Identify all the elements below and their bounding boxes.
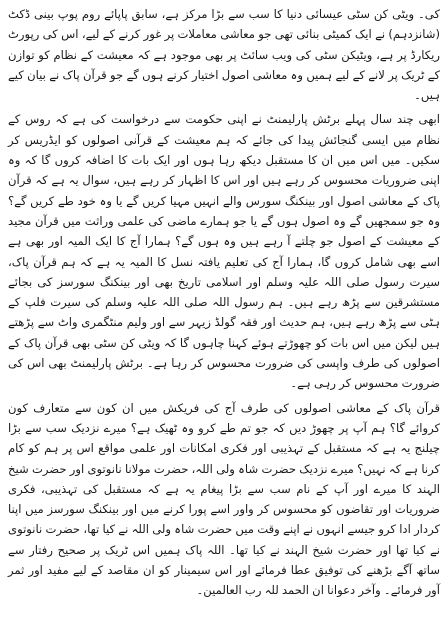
- paragraph-3: قرآن پاک کے معاشی اصولوں کی طرف آج کی فریکش میں ان کون سے متعارف کون کروائے گا؟ ہم آپ پر چھوڑ دیں کہ جو تم طے کرو وہ ٹھیک ہے؟ میرے نزدیک سب سے بڑا چیلنج یہ ہے کہ مستقبل کے تہذیبی اور فکری امکانات اور علمی مواقع اس پر ہم کو کام کرنا ہے کہ نہیں؟ میرے نزدیک حضرت شاہ ولی اللہ، حضرت مولانا نانوتوی اور حضرت شیخ الہند کا میرے اور آپ کے نام سب سے بڑا پیغام یہ ہے کہ مستقبل کی تہذیبی، فکری ضروریات اور تقاضوں کو محسوس کر واور اسے پورا کرنے میں اور بینکنگ سورسز میں اپنا کردار ادا کرو جیسے انہوں نے اپنے وقت میں حضرت شاہ ولی اللہ نے کیا تھا، حضرت نانوتوی نے کیا تھا اور حضرت شیخ الہند نے کیا تھا۔ اللہ پاک ہمیں اس ٹریک پر صحیح رفتار سے ساتھ آگے بڑھنے کی توفیق عطا فرمائے اور اس سیمینار کو ان مقاصد کے لیے مفید اور ثمر آور فرمائے۔ وآخر دعوانا ان الحمد للہ رب العالمین۔: [8, 400, 440, 598]
- paragraph-2: ابھی چند سال پہلے برٹش پارلیمنٹ نے اپنی حکومت سے درخواست کی ہے کہ روس کے نظام میں ایسی گنجائش پیدا کی جائے کہ ہم معیشت کے قرآنی اصولوں کو ایڈریس کر سکیں۔ میں اس میں ان کا مستقبل دیکھ رہا ہوں اور ایک بات کا اضافہ کروں گا کہ وہ اپنی ضروریات محسوس کر رہے ہیں اور اس کا اظہار کر رہے ہیں، سوال یہ ہے کہ قرآن پاک کے معاشی اصول اور بینکنگ سورس والے انہیں مہیا کریں گے یا وہ خود طے کریں گے؟ وہ جو سمجھیں گے وہ اصول ہوں گے یا جو ہمارے ماضی کی علمی وراثت میں قرآن مجید کے معیشت کے اصول جو چلتے آ رہے ہیں وہ ہوں گے؟ ہمارا آج کا ایک المیہ اور بھی ہے اسے بھی شامل کروں گا، ہمارا آج کی تعلیم یافتہ نسل کا المیہ یہ ہے کہ ہم قرآن پاک، سیرت رسول صلی اللہ علیہ وسلم اور اسلامی تاریخ بھی اور بینکنگ سورسز کی بجائے مستشرقین سے پڑھ رہے ہیں۔ ہم رسول اللہ صلی اللہ علیہ وسلم کی سیرت فلپ کے ہٹی سے پڑھ رہے ہیں، ہم حدیث اور فقہ گولڈ زیہر سے اور ولیم منٹگمری واٹ سے پڑھتے ہیں لیکن میں اس بات کو چھوڑتے ہوئے کہنا چاہوں گا کہ ویٹی کن سٹی بھی قرآن پاک کے اصولوں کی طرف واپسی کی ضرورت محسوس کر رہا ہے۔ برٹش پارلیمنٹ بھی اس کی ضرورت محسوس کر رہی ہے۔: [8, 112, 440, 391]
- paragraph-1: کی۔ ویٹی کن سٹی عیسائی دنیا کا سب سے بڑا مرکز ہے، سابق پاپائے روم پوپ بینی ڈکٹ (شانزدہم) نے ایک کمیٹی بنائی تھی جو معاشی معاملات پر غور کرنے کے لیے، اس کی رپورٹ ریکارڈ پر ہے، ویٹیکن سٹی کی ویب سائٹ پر بھی موجود ہے کہ معیشت کے نظام کو توازن کے ٹریک پر لانے کے لیے ہمیں وہ معاشی اصول اختیار کرنے ہوں گے جو قرآن پاک نے بیان کیے ہیں۔: [8, 7, 440, 103]
